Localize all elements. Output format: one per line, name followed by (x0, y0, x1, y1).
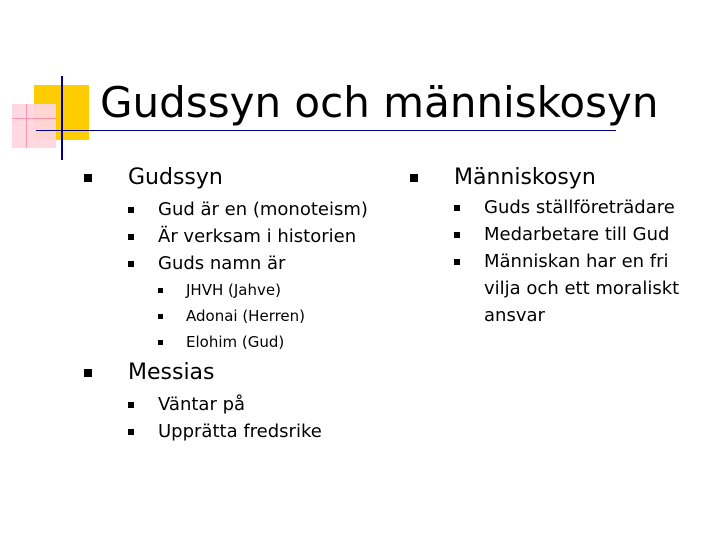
section-manniskosyn (410, 162, 710, 329)
list-item-text: Är verksam i historien (158, 226, 357, 247)
left-column (84, 162, 384, 445)
bullet-square-icon (128, 261, 134, 267)
list-item-text: Väntar på (158, 394, 246, 415)
title-underline (36, 130, 616, 131)
bullet-square-icon (128, 207, 134, 213)
section-messias (84, 357, 384, 445)
list-item-text: Upprätta fredsrike (158, 421, 322, 442)
bullet-square-icon (158, 314, 163, 319)
list-item-text: Människan har en fri vilja och ett moraliskt ansvar (484, 251, 680, 326)
sub-list-item (158, 303, 384, 329)
decorative-pink-square (12, 104, 56, 148)
messias-list (128, 391, 384, 445)
bullet-square-icon (454, 259, 460, 265)
bullet-square-icon (84, 369, 92, 377)
sub-list-item (158, 277, 384, 303)
list-item (128, 223, 384, 250)
list-item-text: Guds ställföreträdare (484, 197, 675, 218)
bullet-square-icon (128, 429, 134, 435)
list-item (454, 221, 710, 248)
list-item (128, 418, 384, 445)
manniskosyn-list (454, 194, 710, 329)
section-heading: Messias (128, 360, 215, 385)
bullet-square-icon (128, 234, 134, 240)
bullet-square-icon (410, 174, 418, 182)
sub-list-item-text: JHVH (Jahve) (186, 281, 281, 299)
decorative-vertical-line (61, 76, 63, 160)
list-item-text: Medarbetare till Gud (484, 224, 670, 245)
bullet-square-icon (128, 402, 134, 408)
section-heading: Människosyn (454, 165, 596, 190)
slide-title: Gudssyn och människosyn (100, 78, 659, 127)
bullet-square-icon (158, 340, 163, 345)
guds-namn-list (158, 277, 384, 355)
list-item-text: Guds namn är (158, 253, 286, 274)
gudssyn-list (128, 196, 384, 355)
section-heading: Gudssyn (128, 165, 223, 190)
list-item (128, 391, 384, 418)
list-item (454, 194, 710, 221)
sub-list-item (158, 329, 384, 355)
bullet-square-icon (454, 232, 460, 238)
list-item-text: Gud är en (monoteism) (158, 199, 368, 220)
list-item (454, 248, 710, 329)
list-item (128, 196, 384, 223)
bullet-square-icon (454, 205, 460, 211)
sub-list-item-text: Elohim (Gud) (186, 333, 285, 351)
right-column (410, 162, 710, 329)
list-item (128, 250, 384, 355)
bullet-square-icon (84, 174, 92, 182)
section-gudssyn (84, 162, 384, 355)
sub-list-item-text: Adonai (Herren) (186, 307, 306, 325)
bullet-square-icon (158, 288, 163, 293)
